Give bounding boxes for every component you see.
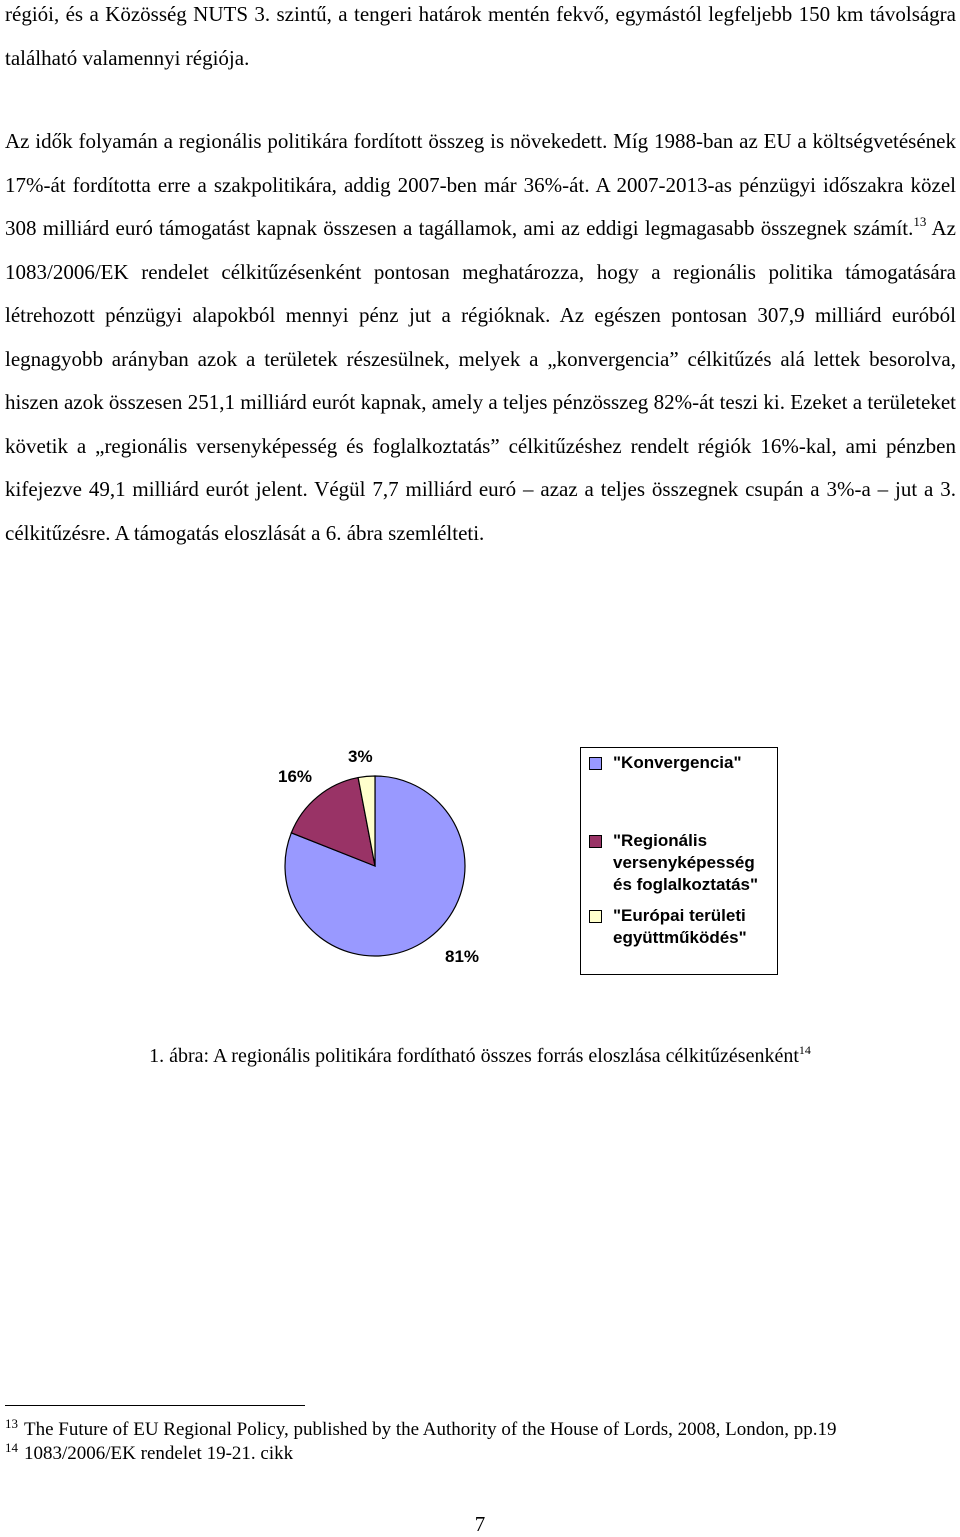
page-number: 7	[474, 1512, 486, 1536]
legend-swatch-konvergencia	[589, 757, 602, 770]
footnote-number: 14	[5, 1440, 18, 1455]
footnote-divider	[5, 1405, 305, 1406]
paragraph-intro-text: régiói, és a Közösség NUTS 3. szintű, a tengeri határok mentén fekvő, egymástól legfeljebb 150 km távolságra található valamennyi régiója.	[5, 2, 956, 70]
footnote-text: 1083/2006/EK rendelet 19-21. cikk	[24, 1443, 294, 1464]
footnote-13	[5, 1418, 837, 1442]
pie-slice-label-2: 16%	[278, 767, 313, 786]
pie-slice-label-3: 3%	[348, 747, 373, 766]
figure-caption-text: 1. ábra: A regionális politikára fordítható összes forrás eloszlása célkitűzésenként	[149, 1045, 799, 1067]
legend-swatch-regionalis	[589, 835, 602, 848]
pie-slices	[285, 776, 465, 956]
footnote-14	[5, 1442, 293, 1466]
footnote-ref-13[interactable]: 13	[913, 214, 927, 229]
pie-chart	[270, 740, 500, 980]
legend-swatch-europai	[589, 910, 602, 923]
chart-legend	[580, 747, 778, 975]
legend-label-regionalis: "Regionális versenyképesség és foglalkoztatás"	[613, 831, 759, 894]
pie-slice-label-1: 81%	[445, 947, 480, 966]
paragraph-funding-text-b: Az 1083/2006/EK rendelet célkitűzésenként pontosan meghatározza, hogy a regionális politika támogatására létrehozott pénzügyi alapokból mennyi pénz jut a régióknak. Az egészen pontosan 307,9 milliárd euróból legnagyobb arányban azok a területek részesülnek, melyek a „konvergencia” célkitűzés alá lettek besorolva, hiszen azok összesen 251,1 milliárd eurót kapnak, amely a teljes pénzösszeg 82%-át teszi ki. Ezeket a területeket követik a „regionális versenyképesség és foglalkoztatás” célkitűzéshez rendelt régiók 16%-kal, ami pénzben kifejezve 49,1 milliárd eurót jelent. Végül 7,7 milliárd euró – azaz a teljes összegnek csupán a 3%-a – jut a 3. célkitűzésre. A támogatás eloszlását a 6. ábra szemlélteti.	[5, 216, 957, 545]
footnote-ref-14[interactable]: 14	[798, 1043, 811, 1057]
legend-label-europai: "Európai területi együttműködés"	[613, 906, 747, 947]
legend-label-konvergencia: "Konvergencia"	[613, 753, 742, 772]
footnote-text: The Future of EU Regional Policy, published by the Authority of the House of Lords, 2008, London, pp.19	[24, 1419, 837, 1440]
paragraph-intro	[5, 0, 956, 80]
figure-caption	[0, 1045, 960, 1068]
paragraph-funding-text-a: Az idők folyamán a regionális politikára fordított összeg is növekedett. Míg 1988-ban az EU a költségvetésének 17%-át fordította erre a szakpolitikára, addig 2007-ben már 36%-át. A 2007-2013-as pénzügyi időszakra közel 308 milliárd euró támogatást kapnak összesen a tagállamok, ami az eddigi legmagasabb összegnek számít.	[5, 129, 956, 240]
paragraph-funding	[5, 120, 956, 555]
footnote-number: 13	[5, 1416, 18, 1431]
